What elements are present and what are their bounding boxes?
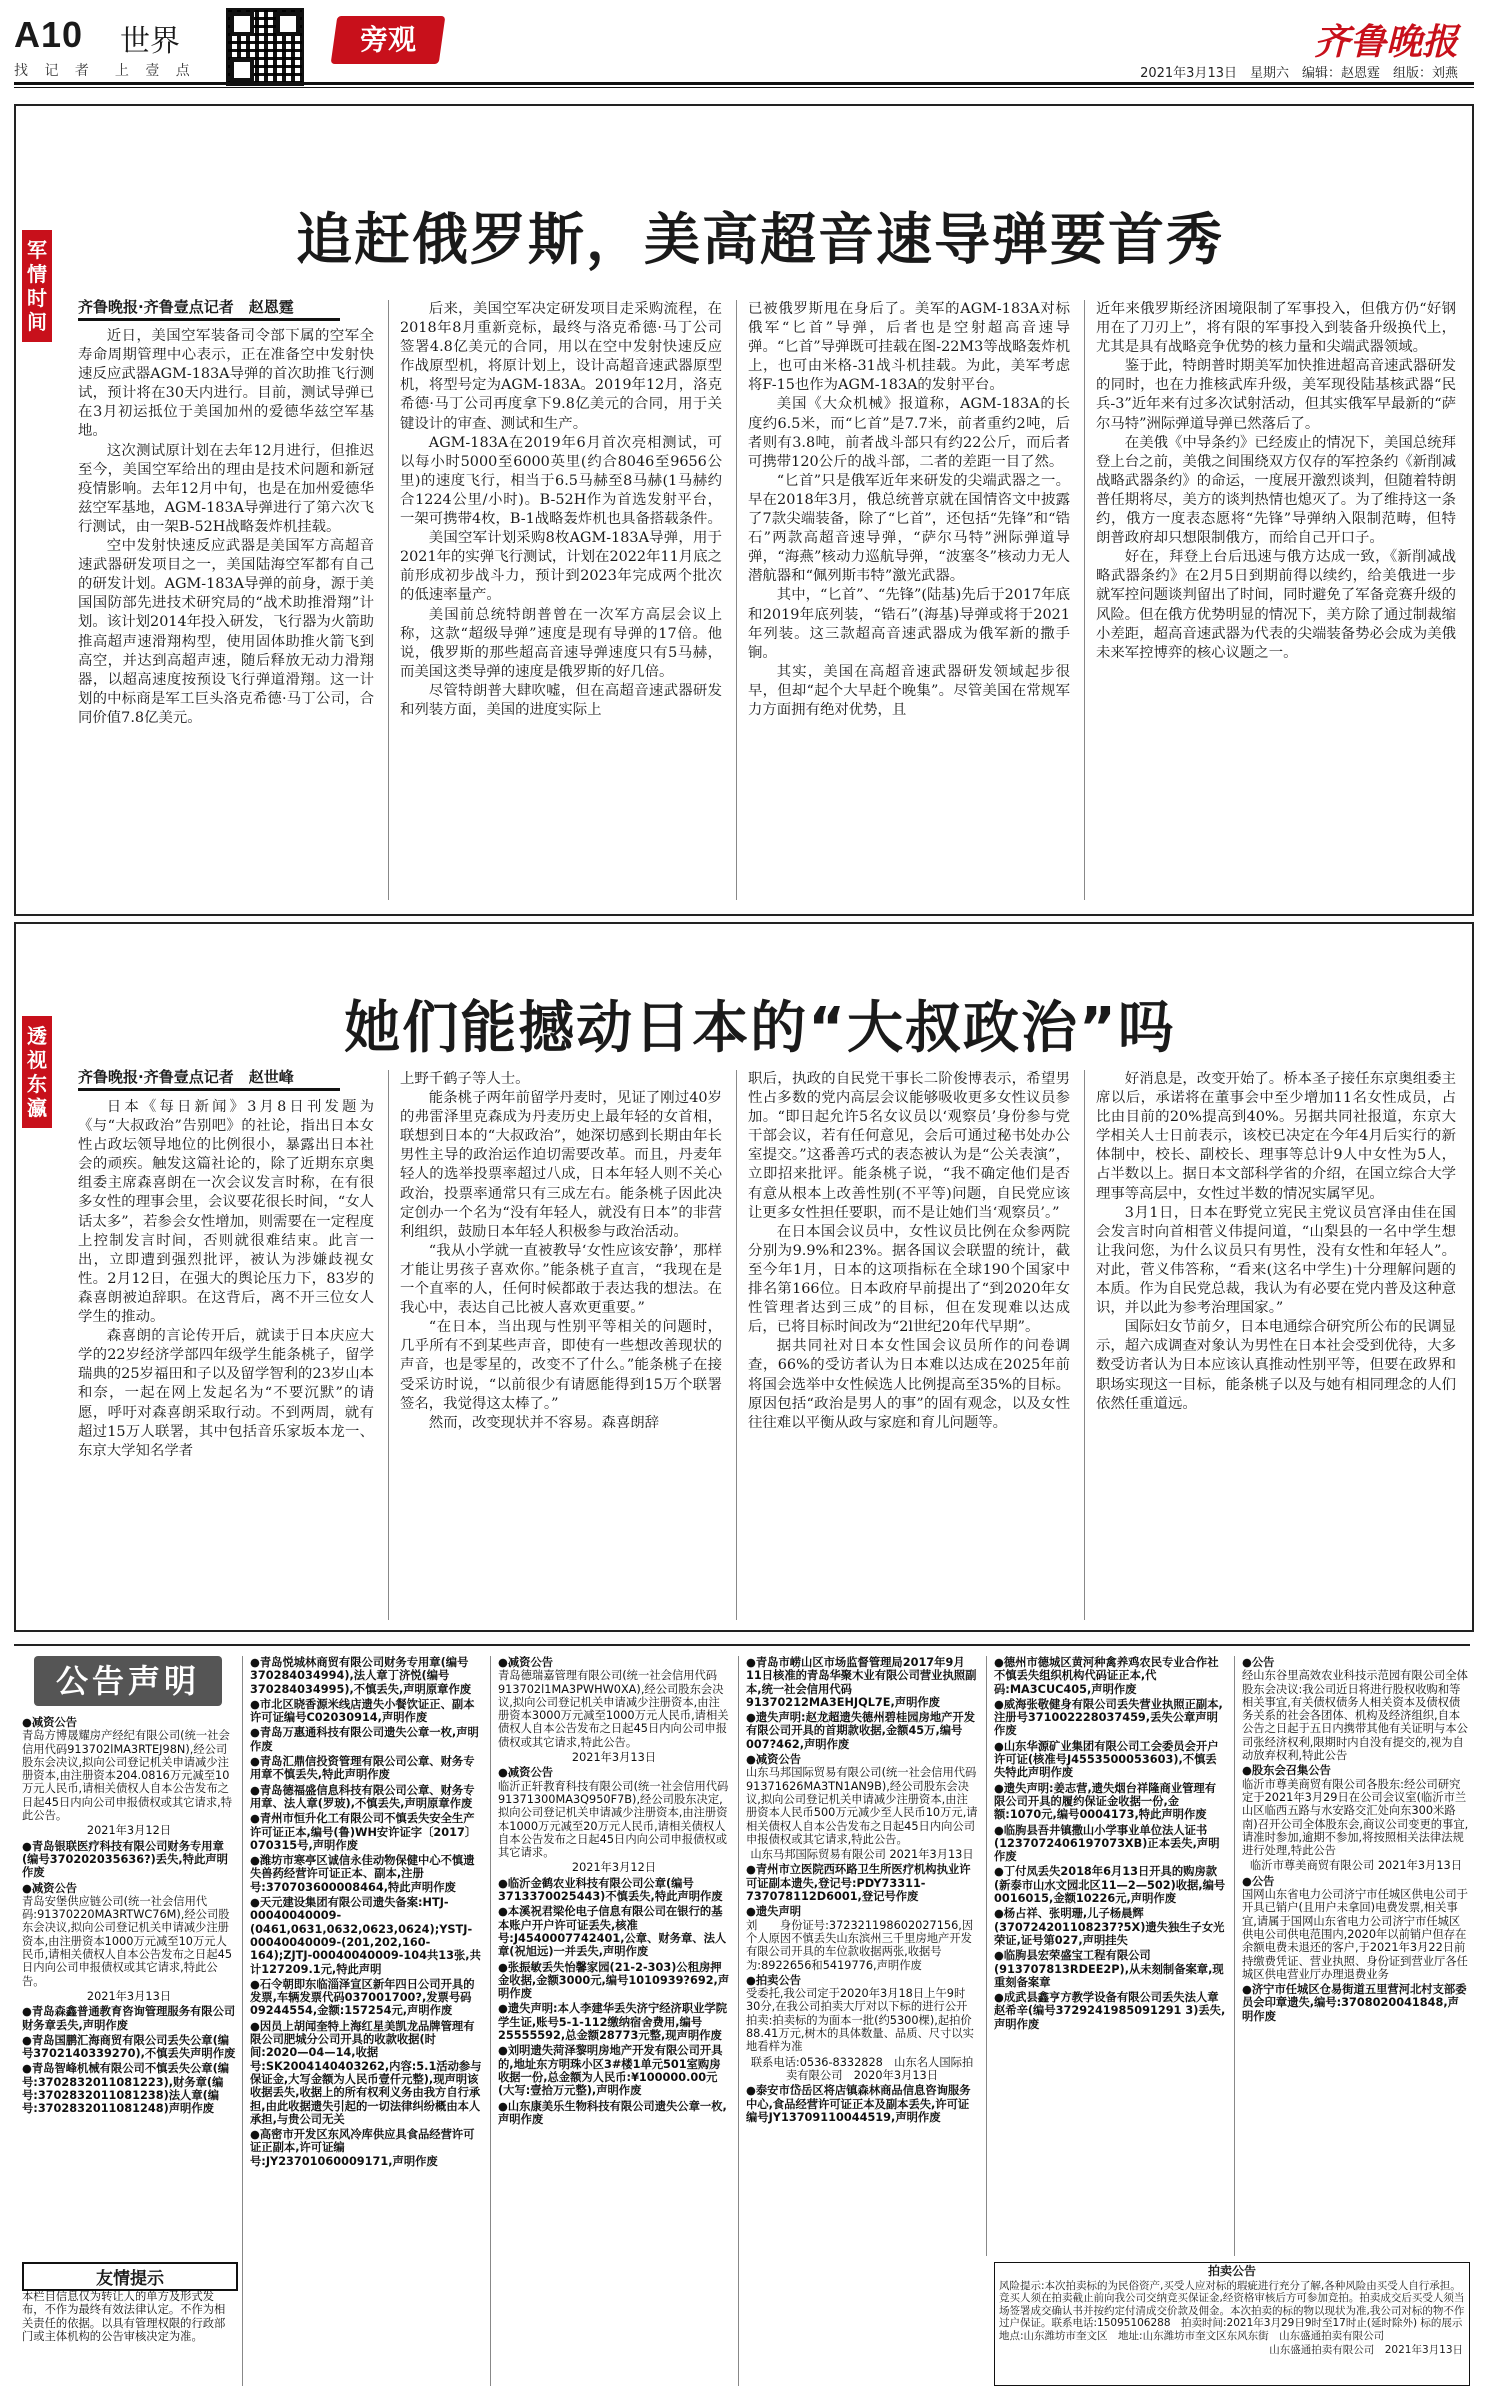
notice-entry bbox=[746, 1753, 978, 1846]
friendly-tip-text: 本栏目信息仅为转让人的单方及形式发布，不作为最终有效法律认定。不作为相关责任的依据。以具有管理权限的行政部门或主体机构的公告审核决定为准。 bbox=[22, 2290, 226, 2343]
notice-entry-title: ●减资公告 bbox=[746, 1753, 802, 1767]
notice-entry-title: ●青岛汇鼎信投资管理有限公司公章、财务专用章不慎丢失,特此声明作废 bbox=[250, 1755, 475, 1782]
notice-entry bbox=[250, 1656, 482, 1696]
paragraph: 上野千鹤子等人士。 bbox=[400, 1071, 530, 1087]
notice-entry-title: ●青岛万惠通科技有限公司遗失公章一枚,声明作废 bbox=[250, 1726, 479, 1753]
notice-entry-title: ●泰安市岱岳区将店镇森林商品信息咨询服务中心,食品经营许可证正本及副本丢失,许可证编号JY13709110044519,声明作废 bbox=[746, 2084, 971, 2124]
notice-entry-body: 青岛安堡供应链公司(统一社会信用代码:91370220MA3RTWC76M),经公司股东会决议,拟向公司登记机关申请减少注册资本,由注册资本1000万元减至10万元人民币,请相关债权人自本公告发布之日起45日内向公司申报债权或其它请求,特此公告。 bbox=[22, 1894, 233, 1988]
paragraph: 鉴于此，特朗普时期美军加快推进超高音速武器研发的同时，也在力推核武库升级，美军现役陆基核武器“民兵-3”近年来有过多次试射活动，但其实俄军早最新的“萨尔马特”洲际弹道导弹已然落后了。 bbox=[1096, 358, 1456, 432]
paragraph: 在美俄《中导条约》已经废止的情况下，美国总统拜登上台之前，美俄之间围绕双方仅存的军控条约《新削减战略武器条约》的命运，一度展开激烈谈判，但随着特朗普任期将尽，美方的谈判热情也熄灭了。为了维持这一条约，俄方一度表态愿将“先锋”导弹纳入限制范畴，但特朗普政府却只想限制俄方，而给自己开口子。 bbox=[1096, 434, 1456, 547]
notices-column-4 bbox=[746, 1656, 978, 2386]
notice-entry-title: ●本溪祝君梁伦电子信息有限公司在银行的基本账户开户许可证丢失,核准号:J4540007742401,公章、财务章、法人章(祝旭远)一并丢失,声明作废 bbox=[498, 1905, 727, 1959]
notice-entry-body: 临沂正轩教育科技有限公司(统一社会信用代码91371300MA3Q950F7B),经公司股东决定,拟向公司登记机关申请减少注册资本,由注册资本1000万元减至20万元人民币,请相关债权人自本公告发布之日起45日内向公司申报债权或其它请求。 bbox=[498, 1779, 729, 1860]
column-separator bbox=[738, 1656, 739, 2386]
paragraph: 后来，美国空军决定研发项目走采购流程，在2018年8月重新竞标，最终与洛克希德·马丁公司签署4.8亿美元的合同，用以在空中发射快速反应作战原型机，将原计划上，设计高超音速武器原型机，将型号定为AGM-183A。2019年12月，洛克希德·马丁公司再度拿下9.8亿美元的合同，用于关键设计的审查、测试和生产。 bbox=[400, 301, 722, 432]
notice-entry bbox=[994, 1740, 1226, 1780]
notices-title: 公告声明 bbox=[34, 1656, 222, 1706]
column-separator bbox=[388, 300, 389, 900]
notice-entry bbox=[746, 2084, 978, 2124]
notice-entry-title: ●临朐县宏荣盛宝工程有限公司(913707813RDEE2P),从未刻制备案章,现重刻备案章 bbox=[994, 1949, 1224, 1989]
notice-entry-title: ●青岛智峰机械有限公司不慎丢失公章(编号:3702832011081223),财务章(编号:3702832011081238)法人章(编号:3702832011081248)声明作废 bbox=[22, 2062, 230, 2116]
notice-entry-title: ●潍坊市寒亭区诚信永佳动物保健中心不慎遗失兽药经营许可证正本、副本,注册号:370703600008464,特此声明作废 bbox=[250, 1854, 475, 1894]
headline-japan[interactable]: 她们能撼动日本的“大叔政治”吗 bbox=[344, 996, 1176, 1061]
paragraph: 其实，美国在高超音速武器研发领域起步很早，但却“起个大早赶个晚集”。尽管美国在常规军力方面拥有绝对优势，且 bbox=[748, 663, 1070, 718]
column-separator bbox=[736, 1070, 737, 1620]
notice-date bbox=[1242, 1859, 1470, 1872]
notice-entry-body: 山东马邦国际贸易有限公司(统一社会信用代码91371626MA3TN1AN9B),经公司股东会决议,拟向公司登记机关申请减少注册资本,由注册资本人民币500万元减少至人民币10万元,请相关债权人自本公告发布之日起45日内向公司申报债权或其它请求,特此公告。 bbox=[746, 1766, 978, 1846]
notice-entry bbox=[746, 1905, 978, 1971]
column-separator bbox=[1234, 1656, 1235, 2256]
notice-entry-title: ●临朐县吾井镇撒山小学事业单位法人证书(1237072406197073XB)正本丢失,声明作废 bbox=[994, 1823, 1220, 1864]
notice-entry bbox=[22, 2062, 236, 2115]
notice-entry-body: 国网山东省电力公司济宁市任城区供电公司于开具已销户(且用户未拿回)电费发票,相关事宜,请属于国网山东省电力公司济宁市任城区供电公司供电范围内,2020年以前销户但存在余额电费未退还的客户,于2021年3月22日前持缴费凭证、营业执照、身份证到营业厅各任城区供电营业厅办理退费业务 bbox=[1242, 1888, 1468, 1981]
notice-entry bbox=[250, 2128, 482, 2168]
notice-entry bbox=[250, 1784, 482, 1811]
paragraph: 这次测试原计划在去年12月进行，但推迟至今，美国空军给出的理由是技术问题和新冠疫情影响。去年12月中旬，也是在加州爱德华兹空军基地，AGM-183A导弹进行了第六次飞行测试，由一架B-52H战略轰炸机挂载。 bbox=[78, 442, 374, 535]
notice-entry-title: ●青岛市崂山区市场监督管理局2017年9月11日核准的青岛华聚木业有限公司营业执照副本,统一社会信用代码91370212MA3EHJQL7E,声明作废 bbox=[746, 1656, 977, 1709]
column-separator bbox=[736, 300, 737, 900]
paragraph: 在日本国会议员中，女性议员比例在众参两院分别为9.9%和23%。据各国议会联盟的统计，截至今年1月，日本的这项指标在全球190个国家中排名第166位。日本政府早前提出了“到2020年女性管理者达到三成”的目标，但在发现难以达成后，已将目标时间改为“2l世纪20年代早期”。 bbox=[748, 1223, 1070, 1336]
notice-entry bbox=[250, 1755, 482, 1782]
notice-entry bbox=[498, 1766, 730, 1859]
notice-entry-title: ●青州市恒升化工有限公司不慎丢失安全生产许可证正本,编号(鲁)WH安许证字〔2017〕070315号,声明作废 bbox=[250, 1812, 477, 1852]
notice-date bbox=[498, 1751, 730, 1764]
notice-entry bbox=[1242, 1764, 1470, 1857]
paragraph: 好在，拜登上台后迅速与俄方达成一致，《新削减战略武器条约》在2月5日到期前得以续约，给美俄进一步就军控问题谈判留出了时间，同时避免了军备竞赛升级的风险。但在俄方优势明显的情况下，美方除了通过制裁缩小差距，超高音速武器为代表的尖端装备势必会成为美俄未来军控博弈的核心议题之一。 bbox=[1096, 549, 1456, 661]
notice-entry-title: ●遗失声明:姜志营,遗失烟台祥隆商业管理有限公司开具的履约保证金收据一份,金额:1070元,编号0004173,特此声明作废 bbox=[994, 1781, 1217, 1822]
paragraph: 美国前总统特朗普曾在一次军方高层会议上称，这款“超级导弹”速度是现有导弹的17倍。他说，俄罗斯的那些超高音速导弹速度只有5马赫，而美国这类导弹的速度是俄罗斯的好几倍。 bbox=[400, 606, 722, 680]
notice-entry-title: ●青岛森鑫普通教育咨询管理服务有限公司财务章丢失,声明作废 bbox=[22, 2005, 236, 2032]
notice-entry bbox=[994, 1949, 1226, 1989]
notice-entry-body: 2021年3月13日 bbox=[571, 1751, 657, 1765]
notice-entry-title: ●张振敏丢失怡馨家园(21-2-303)公租房押金收据,金额3000元,编号1010939?692,声明作废 bbox=[498, 1960, 730, 2001]
notice-entry-title: ●减资公告 bbox=[22, 1716, 78, 1729]
notice-entry bbox=[22, 1882, 236, 1988]
paragraph: “我从小学就一直被教导‘女性应该安静’，那样才能让男孩子喜欢你。”能条桃子直言，“我现在是一个直率的人，任何时候都敢于表达我的想法。在我心中，表达自己比被人喜欢更重要。” bbox=[400, 1242, 722, 1317]
notices-column-6 bbox=[1242, 1656, 1470, 2256]
auction-title: 拍卖公告 bbox=[1207, 2264, 1256, 2278]
notice-entry bbox=[250, 1812, 482, 1852]
paragraph: 能条桃子两年前留学丹麦时，见证了刚过40岁的弗雷泽里克森成为丹麦历史上最年轻的女首相，联想到日本的“大叔政治”，她深切感到长期由年长男性主导的政治运作迫切需要改革。而且，丹麦年轻人的选举投票率超过八成，日本年轻人则不关心政治，投票率通常只有三成左右。能条桃子因此决定创办一个名为“没有年轻人，就没有日本”的非营利组织，鼓励日本年轻人积极参与政治活动。 bbox=[400, 1090, 722, 1240]
notice-entry-body: 联系电话:0536-8332828 山东名人国际拍卖有限公司 2020年3月13日 bbox=[750, 2055, 974, 2082]
notice-entry-title: ●市北区晓香源米线店遗失小餐饮证正、副本许可证编号C02030914,声明作废 bbox=[250, 1697, 475, 1725]
notice-entry-title: ●山东康美乐生物科技有限公司遗失公章一枚,声明作废 bbox=[498, 2099, 727, 2126]
notice-entry bbox=[498, 1877, 730, 1904]
notice-entry bbox=[498, 1905, 730, 1958]
notice-entry-body: 刘 身份证号:372321198602027156,因个人原因不慎丢失山东滨州三千里房地产开发有限公司开具的车位款收据两张,收据号为:8922656和5419776,声明作废 bbox=[746, 1918, 974, 1972]
notice-entry bbox=[250, 1726, 482, 1753]
notice-entry bbox=[746, 1974, 978, 2054]
notice-date bbox=[498, 1861, 730, 1874]
notice-date bbox=[22, 1824, 236, 1837]
friendly-tip-title: 友情提示 bbox=[22, 2262, 238, 2291]
notice-entry-title: ●减资公告 bbox=[498, 1766, 554, 1780]
notice-entry-title: ●遗失声明:本人李建华丢失济宁经济职业学院学生证,账号5-1-112缴纳宿舍费用,编号25555592,总金额28773元整,现声明作废 bbox=[498, 2002, 728, 2043]
notice-entry-body: 2021年3月12日 bbox=[86, 1824, 172, 1838]
notice-entry-title: ●高密市开发区东风冷库供应具食品经营许可证正副本,许可证编号:JY23701060009171,声明作废 bbox=[250, 2128, 475, 2168]
paragraph: 日本《每日新闻》3月8日刊发题为《与“大叔政治”告别吧》的社论，指出日本女性占政坛领导地位的比例很小，暴露出日本社会的顽疾。触发这篇社论的，除了近期东京奥组委主席森喜朗在一次会议发言时称，在有很多女性的理事会里，会议要花很长时间，“女人话太多”，若参会女性增加，则需要在一定程度上控制发言时间，否则就很难结束。此言一出，立即遭到强烈批评，被认为涉嫌歧视女性。2月12日，在强大的舆论压力下，83岁的森喜朗被迫辞职。在这背后，离不开三位女人学生的推动。 bbox=[78, 1099, 374, 1326]
notice-entry-title: ●青岛银联医疗科技有限公司财务专用章(编号370202035636?)丢失,特此声明作废 bbox=[22, 1839, 228, 1880]
paragraph: 美国《大众机械》报道称，AGM-183A的长度约6.5米，而“匕首”是7.7米，前者重约2吨，后者则有3.8吨，前者战斗部只有约22公斤，而后者可携带120公斤的战斗部，二者的差距一目了然。 bbox=[748, 396, 1070, 470]
article2-column-3 bbox=[748, 1070, 1070, 1620]
column-separator bbox=[1084, 1070, 1085, 1620]
byline-rule bbox=[78, 318, 340, 321]
notice-entry-title: ●青岛国鹏汇海商贸有限公司丢失公章(编号3702140339270),不慎丢失声明作废 bbox=[22, 2033, 236, 2061]
notice-entry bbox=[22, 1716, 236, 1822]
paragraph: 美国空军计划采购8枚AGM-183A导弹，用于2021年的实弹飞行测试，计划在2022年11月底之前形成初步战斗力，预计到2023年完成两个批次的低速率量产。 bbox=[400, 530, 722, 604]
column-separator bbox=[986, 1656, 987, 2256]
article-tag-japan: 透视东瀛 bbox=[22, 1016, 52, 1128]
paragraph: AGM-183A在2019年6月首次亮相测试，可以每小时5000至6000英里(约合8046至9656公里)的速度飞行，相当于6.5马赫至8马赫(1马赫约合1224公里/小时)。B-52H作为首选发射平台，一架可携带4枚，B-1战略轰炸机也具备搭载条件。 bbox=[400, 434, 722, 528]
notice-entry-body: 2021年3月12日 bbox=[571, 1861, 657, 1875]
paragraph: 职后，执政的自民党干事长二阶俊博表示，希望男性占多数的党内高层会议能够吸收更多女性议员参加。“即日起允许5名女议员以‘观察员’身份参与党干部会议，若有任何意见，会后可通过秘书处办公室提交。”这番善巧式的表态被认为是“公关表演”，立即招来批评。能条桃子说，“我不确定他们是否有意从根本上改善性别(不平等)问题，自民党应该让更多女性担任要职，而不是让她们当‘观察员’。” bbox=[748, 1071, 1070, 1221]
notice-entry-body: 青岛方博晟耀房产经纪有限公司(统一社会信用代码913702lMA3RTEJ98N),经公司股东会决议,拟向公司登记机关申请减少注册资本,由注册资本204.0816万元减至10万元人民币,请相关债权人自本公告发布之日起45日内向公司申报债权或其它请求,特此公告。 bbox=[22, 1729, 233, 1823]
notice-entry-title: ●拍卖公告 bbox=[746, 1973, 802, 1987]
paragraph: 据共同社对日本女性国会议员所作的问卷调查，66%的受访者认为日本难以达成在2025年前将国会选举中女性候选人比例提高至35%的目标。原因包括“政治是男人的事”的固有观念，以及女性往往难以平衡从政与家庭和育儿问题等。 bbox=[748, 1338, 1070, 1431]
notice-entry-title: ●减资公告 bbox=[22, 1881, 78, 1895]
notice-entry bbox=[994, 1865, 1226, 1905]
auction-text: 风险提示:本次拍卖标的为民俗资产,买受人应对标的瑕疵进行充分了解,各种风险由买受人自行承担。竞买人须在拍卖截止前向我公司交纳竞买保证金,经资格审核后方可参加竞拍。拍卖成交后买受人须当场签署成交确认书并按约定付清成交价款及佣金。本次拍卖的标的物以现状为准,我公司对标的物不作过户保证。联系电话:15095106288 拍卖时间:2021年3月29日9时至17时止(延时除外) 标的展示地点:山东潍坊市奎文区 地址:山东潍坊市奎文区东风东街 山东盛通拍卖有限公司 bbox=[999, 2279, 1465, 2342]
column-separator bbox=[242, 1656, 243, 2386]
paragraph: 空中发射快速反应武器是美国军方高超音速武器研发项目之一，美国陆海空军都有自己的研发计划。AGM-183A导弹的前身，源于美国国防部先进技术研究局的“战术助推滑翔”计划。该计划2014年投入研发，飞行器为火箭助推高超声速滑翔构型，使用固体助推火箭飞到高空，并达到高超声速，随后释放无动力滑翔器，以超高速度按预设飞行弹道滑翔。这一计划的中标商是军工巨头洛克希德·马丁公司，合同价值7.8亿美元。 bbox=[78, 538, 374, 726]
notice-entry bbox=[498, 1656, 730, 1749]
notice-entry-title: ●青岛德福盛信息科技有限公司公章、财务专用章、法人章(罗玻),不慎丢失,声明原章作废 bbox=[250, 1783, 475, 1810]
notice-entry-title: ●公告 bbox=[1242, 1656, 1275, 1669]
notice-entry-body: 受委托,我公司定于2020年3月18日上午9时30分,在我公司拍卖大厅对以下标的进行公开拍卖:拍卖标的为面本一批(约5300棵),起拍价88.41万元,树木的具体数量、品质、尺寸以实地看样为准 bbox=[746, 1987, 974, 2054]
paragraph: 近日，美国空军装备司令部下属的空军全寿命周期管理中心表示，正在准备空中发射快速反应武器AGM-183A导弹的首次助推飞行测试，预计将在30天内进行。目前，测试导弹已在3月初运抵位于美国加州的爱德华兹空军基地。 bbox=[78, 328, 374, 440]
paragraph: “匕首”只是俄军近年来研发的尖端武器之一。早在2018年3月，俄总统普京就在国情咨文中披露了7款尖端装备，除了“匕首”，还包括“先锋”和“锆石”两款高超音速导弹，“萨尔马特”洲际弹道导弹，“海燕”核动力巡航导弹，“波塞冬”核动力无人潜航器和“佩列斯韦特”激光武器。 bbox=[748, 472, 1070, 585]
tagline: 找 记 者 上 壹 点 bbox=[14, 63, 196, 79]
paragraph: 尽管特朗普大肆吹嘘，但在高超音速武器研发和列装方面，美国的进度实际上 bbox=[400, 682, 722, 718]
notice-date bbox=[746, 1848, 978, 1861]
auction-footer: 山东盛通拍卖有限公司 2021年3月13日 bbox=[1269, 2344, 1463, 2356]
notices-column-3 bbox=[498, 1656, 730, 2386]
notice-entry bbox=[250, 1698, 482, 1725]
paragraph: 其中，“匕首”、“先锋”(陆基)先后于2017年底和2019年底列装，“锆石”(海基)导弹或将于2021年列装。这三款超高音速武器成为俄军新的撒手锏。 bbox=[748, 587, 1070, 661]
auction-notice bbox=[994, 2262, 1470, 2386]
notice-entry-title: ●石令朝即东临淄泽宣区新年四日公司开具的发票,车辆发票代码037001700?,发票号码09244554,金额:157254元,声明作废 bbox=[250, 1977, 475, 2018]
headline-military[interactable]: 追赶俄罗斯，美高超音速导弹要首秀 bbox=[296, 208, 1224, 273]
article2-column-1 bbox=[78, 1098, 374, 1620]
notice-entry bbox=[994, 1656, 1226, 1696]
notice-entry bbox=[22, 2005, 236, 2032]
masthead-rule-thin bbox=[14, 87, 1474, 88]
article1-column-3 bbox=[748, 300, 1070, 905]
notice-entry-title: ●公告 bbox=[1242, 1874, 1275, 1888]
article-tag-military: 军情时间 bbox=[22, 230, 52, 342]
notice-entry bbox=[994, 1991, 1226, 2031]
notices-rule bbox=[14, 1644, 1470, 1646]
paragraph: 然而，改变现状并不容易。森喜朗辞 bbox=[428, 1414, 660, 1431]
paragraph: 森喜朗的言论传开后，就读于日本庆应大学的22岁经济学部四年级学生能条桃子，留学瑞典的25岁福田和子以及留学智利的23岁山本和奈，一起在网上发起名为“不要沉默”的请愿，呼吁对森喜朗采取行动。不到两周，就有超过15万人联署，其中包括音乐家坂本龙一、东京大学知名学者 bbox=[78, 1328, 374, 1459]
notice-entry-title: ●因员上胡闻奎特上海红星美凯龙品牌管理有限公司肥城分公司开具的收款收据(时间:2020—04—14,收据号:SK2004140403262,内容:5.1活动参与保证金,大写金额为人民币壹仟元整),现声明该收据丢失,收据上的所有权利义务由我方自行承担,由此收据遗失引起的一切法律纠纷概由本人承担,与贵公司无关 bbox=[250, 2019, 482, 2126]
paragraph: 国际妇女节前夕，日本电通综合研究所公布的民调显示，超六成调查对象认为男性在日本社会受到优待，大多数受访者认为日本应该认真推动性别平等，但要在政界和职场实现这一目标，能条桃子以及与她有相同理念的人们依然任重道远。 bbox=[1096, 1319, 1456, 1412]
notice-entry-body: 2021年3月13日 bbox=[86, 1989, 172, 2003]
notices-column-5 bbox=[994, 1656, 1226, 2256]
notice-entry-title: ●刘明遗失菏泽黎明房地产开发有限公司开具的,地址东方明珠小区3#楼1单元501室购房收据一份,总金额为人民币:¥100000.00元(大写:壹拾万元整),声明作废 bbox=[498, 2044, 723, 2098]
notice-entry-title: ●丁付凤丢失2018年6月13日开具的购房款(新泰市山水文园北区11—2—502)收据,编号0016015,金额10226元,声明作废 bbox=[994, 1865, 1226, 1906]
notice-entry bbox=[746, 1863, 978, 1903]
notice-entry-title: ●德州市德城区黄河种禽养鸡农民专业合作社不慎丢失组织机构代码证正本,代码:MA3CUC405,声明作废 bbox=[994, 1656, 1219, 1696]
notice-date bbox=[22, 1990, 236, 2003]
notice-entry-title: ●杨占祥、张明珊,儿子杨晨辉(370724201108237?5X)遗失独生子女光荣证,证号第027,声明挂失 bbox=[994, 1907, 1225, 1947]
notice-entry bbox=[22, 2034, 236, 2061]
paragraph: “在日本，当出现与性别平等相关的问题时，几乎所有不到某些声音，即使有一些想改善现状的声音，也是零星的，改变不了什么。”能条桃子在接受采访时说，“以前很少有请愿能得到15万个联署签名，我觉得这太棒了。” bbox=[400, 1319, 722, 1412]
article1-column-1 bbox=[78, 327, 374, 905]
notice-entry bbox=[746, 1711, 978, 1751]
notice-entry bbox=[1242, 1875, 1470, 1981]
article1-column-4 bbox=[1096, 300, 1456, 905]
column-separator bbox=[1084, 300, 1085, 900]
paragraph: 3月1日，日本在野党立宪民主党议员宫泽由佳在国会发言时向首相菅义伟提问道，“山梨县的一名中学生想让我问您，为什么议员只有男性，没有女性和年轻人”。对此，菅义伟答称，“看来(这名中学生)十分理解问题的本质。作为自民党总裁，我认为有必要在党内普及这种意识，并以此为参考治理国家。” bbox=[1096, 1204, 1456, 1317]
notice-entry bbox=[994, 1824, 1226, 1864]
notice-entry bbox=[498, 2100, 730, 2127]
newspaper-logo: 齐鲁晚报 bbox=[1313, 21, 1458, 63]
article2-column-4 bbox=[1096, 1070, 1456, 1620]
notice-entry bbox=[994, 1698, 1226, 1738]
notice-entry bbox=[498, 2002, 730, 2042]
paragraph: 已被俄罗斯甩在身后了。美军的AGM-183A对标俄军“匕首”导弹，后者也是空射超高音速导弹。“匕首”导弹既可挂载在图-22M3等战略轰炸机上，也可由米格-31战斗机挂载。为此，美军考虑将F-15也作为AGM-183A的发射平台。 bbox=[748, 301, 1070, 394]
notice-entry-body: 山东马邦国际贸易有限公司 2021年3月13日 bbox=[750, 1848, 974, 1862]
notices-column-2 bbox=[250, 1656, 482, 2386]
column-tag: 旁观 bbox=[359, 23, 416, 56]
byline-japan: 齐鲁晚报·齐鲁壹点记者 赵世峰 bbox=[78, 1068, 294, 1086]
notice-entry bbox=[250, 2020, 482, 2126]
notice-entry-title: ●青岛悦城林商贸有限公司财务专用章(编号370284034994),法人章丁济悦(编号370284034995),不慎丢失,声明原章作废 bbox=[250, 1656, 472, 1696]
notice-entry-title: ●临沂金鹤农业科技有限公司公章(编号3713370025443)不慎丢失,特此声明作废 bbox=[498, 1876, 723, 1904]
notice-entry bbox=[746, 1656, 978, 1709]
notice-entry-body: 青岛德瑞嘉管理有限公司(统一社会信用代码913702l1MA3PWHW0XA),经公司股东会决议,拟向公司登记机关申请减少注册资本,由注册资本3000万元减至1000万元人民币,请相关债权人自本公告发布之日起45日内向公司申报债权或其它请求,特此公告。 bbox=[498, 1669, 729, 1749]
notice-entry-title: ●遗失声明 bbox=[746, 1905, 802, 1919]
notice-entry bbox=[250, 1854, 482, 1894]
notice-entry-title: ●济宁市任城区仓易街道五里营河北村支部委员会印章遗失,编号:3708020041848,声明作废 bbox=[1242, 1983, 1467, 2023]
notice-date bbox=[746, 2056, 978, 2083]
article2-column-2 bbox=[400, 1070, 722, 1620]
notice-entry-title: ●天元建设集团有限公司遗失备案:HTJ-00040040009-(0461,0631,0632,0623,0624);YSTJ-00040040009-(201,202,160-164);ZJTJ-00040040009-104共13张,共计127209.1元,特此声明 bbox=[250, 1896, 481, 1976]
notice-entry-body: 临沂市尊美商贸有限公司各股东:经公司研究定于2021年3月29日在公司会议室(临沂市兰山区临西五路与水安路交汇处向东300米路南)召开公司全体股东会,商议公司变更的事宜,请准时参加,逾期不参加,将按照相关法律法规进行处理,特此公告 bbox=[1242, 1777, 1469, 1858]
section-name: 世界 bbox=[120, 24, 180, 59]
column-separator bbox=[490, 1656, 491, 2386]
notice-entry-title: ●山东华源矿业集团有限公司工会委员会开户许可证(核准号J4553500053603),不慎丢失特此声明作废 bbox=[994, 1739, 1219, 1780]
masthead-rule bbox=[14, 82, 1474, 85]
notice-entry bbox=[250, 1896, 482, 1976]
notice-entry-title: ●青州市立医院西环路卫生所医疗机构执业许可证副本遗失,登记号:PDY73311-737078112D6001,登记号作废 bbox=[746, 1863, 971, 1904]
byline-military: 齐鲁晚报·齐鲁壹点记者 赵恩霆 bbox=[78, 298, 294, 316]
notice-entry-title: ●股东会召集公告 bbox=[1242, 1764, 1331, 1778]
article1-column-2 bbox=[400, 300, 722, 905]
notice-entry-title: ●成武县鑫亨方教学设备有限公司丢失法人章赵希辛(编号3729241985091291 3)丢失,声明作废 bbox=[994, 1991, 1226, 2031]
qr-code-icon[interactable] bbox=[226, 8, 304, 86]
paragraph: 好消息是，改变开始了。桥本圣子接任东京奥组委主席以后，承诺将在董事会中至少增加11名女性成员，占比由目前的20%提高到40%。另据共同社报道，东京大学相关人士日前表示，该校已决定在今年4月后实行的新体制中，校长、副校长、理事等总计9人中女性为5人，占半数以上。据日本文部科学省的介绍，在国立综合大学理事等高层中，女性过半数的情况实属罕见。 bbox=[1096, 1071, 1456, 1202]
dateline: 2021年3月13日 星期六 编辑：赵恩霆 组版：刘燕 bbox=[1140, 66, 1458, 81]
notice-entry-body: 临沂市尊美商贸有限公司 2021年3月13日 bbox=[1249, 1859, 1463, 1873]
column-separator bbox=[388, 1070, 389, 1620]
notice-entry bbox=[250, 1978, 482, 2018]
notice-entry-body: 经山东谷里高效农业科技示范园有限公司全体股东会决议:我公司近日将进行股权收购和等相关事宜,有关债权债务人相关资本及债权债务关系的社会各团体、机构及经济组织,自本公告之日起于五日内携带其他有关证明与本公司张经济权利,限期时内自没有提交的,视为自动放弃权利,特此公告 bbox=[1242, 1669, 1468, 1763]
page-number: A10 bbox=[14, 14, 84, 55]
notice-entry bbox=[22, 1840, 236, 1880]
notice-entry-title: ●威海张敬健身有限公司丢失营业执照正副本,注册号371002228037459,丢失公章声明作废 bbox=[994, 1697, 1223, 1738]
notice-entry bbox=[1242, 1983, 1470, 2023]
notice-entry-title: ●减资公告 bbox=[498, 1656, 554, 1669]
notice-entry-title: ●遗失声明:赵龙超遗失德州碧桂园房地产开发有限公司开具的首期款收据,金额45万,编号007?462,声明作废 bbox=[746, 1711, 976, 1751]
notices-column-1 bbox=[22, 1716, 236, 2202]
notice-entry bbox=[1242, 1656, 1470, 1762]
notice-entry bbox=[994, 1782, 1226, 1822]
notice-entry bbox=[498, 2044, 730, 2097]
paragraph: 近年来俄罗斯经济困境限制了军事投入，但俄方仍“好钢用在了刀刃上”，将有限的军事投入到装备升级换代上，尤其是具有战略竞争优势的核力量和尖端武器领域。 bbox=[1096, 301, 1456, 356]
notice-entry bbox=[994, 1907, 1226, 1947]
byline-rule bbox=[78, 1088, 340, 1091]
notice-entry bbox=[498, 1961, 730, 2001]
